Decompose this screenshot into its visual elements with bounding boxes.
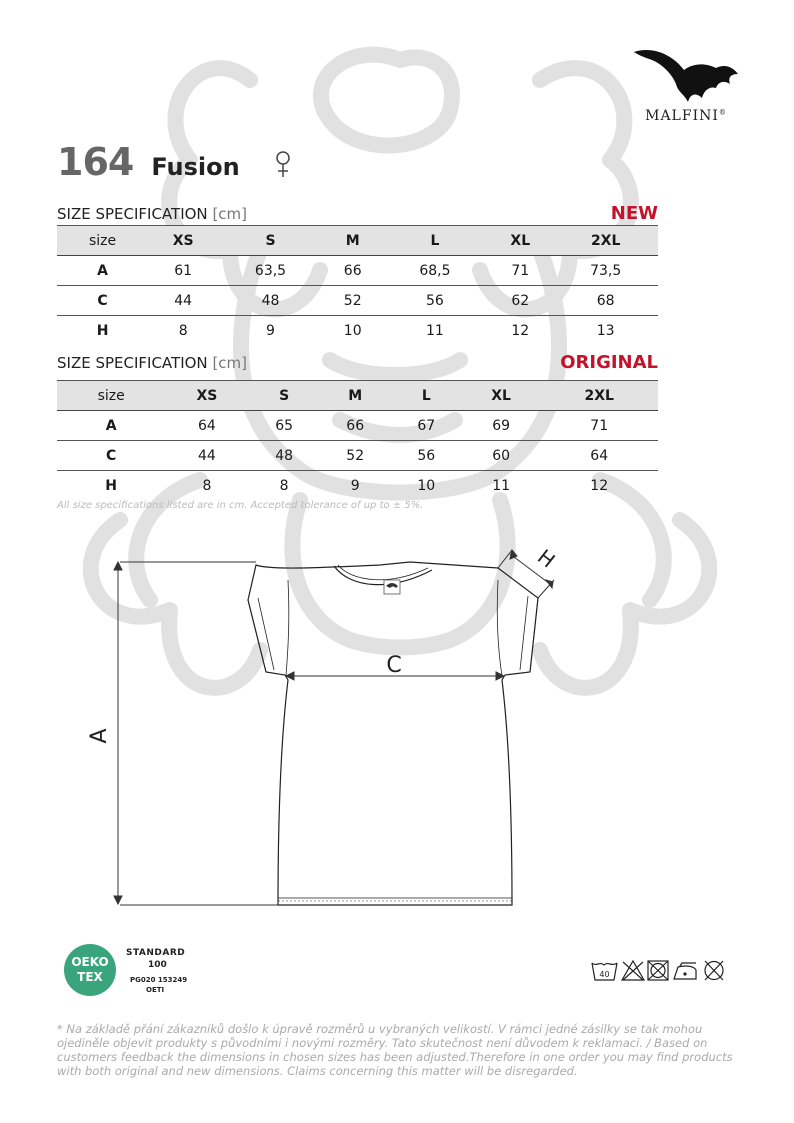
spec-title: SIZE SPECIFICATION [cm] [57,354,248,372]
table-cell: 8 [279,477,289,494]
table-cell: 65 [249,411,320,441]
column-header: XS [148,226,218,256]
no-bleach-icon [622,961,644,980]
product-name: Fusion [151,153,240,181]
table-header-row [57,226,658,256]
tolerance-note: All size specifications listed are in cm. Accepted tolerance of up to ± 5%. [57,500,424,511]
table-row [57,471,658,501]
table-cell: 13 [596,322,615,339]
table-cell: 11 [425,322,444,339]
column-header: L [383,226,488,256]
column-header: size [57,226,148,256]
table-cell: 56 [391,441,462,471]
table-cell: 63,5 [218,256,323,286]
table-cell: 64 [165,411,248,441]
no-tumble-dry-icon [648,961,668,980]
table-cell: 44 [148,286,218,316]
registered-mark: ® [718,108,727,117]
spec-title: SIZE SPECIFICATION [cm] [57,205,248,223]
table-cell: 56 [383,286,488,316]
table-row [57,256,658,286]
column-header: M [320,381,391,411]
table-cell: 10 [417,477,436,494]
table-cell: 67 [391,411,462,441]
column-header: L [391,381,462,411]
column-header: XL [487,226,553,256]
row-label: H [96,322,109,339]
row-label: C [57,286,148,316]
table-cell: 71 [487,256,553,286]
certificate-institute: OETI [146,986,165,994]
column-header: S [218,226,323,256]
row-label: A [57,411,165,441]
eagle-icon [632,44,740,106]
column-header: XL [462,381,541,411]
row-label: A [57,256,148,286]
table-cell: 66 [320,411,391,441]
brand-name: MALFINI [645,108,719,124]
dimension-label-c: C [386,653,402,678]
row-label: C [57,441,165,471]
dimension-label-h: H [532,544,560,573]
no-dry-clean-icon [705,961,723,980]
table-cell: 64 [540,441,658,471]
table-cell: 8 [178,322,188,339]
table-cell: 60 [462,441,541,471]
oeko-line2: TEX [77,970,103,984]
table-cell: 48 [249,441,320,471]
row-label: H [105,477,117,494]
table-cell: 68 [553,286,658,316]
table-cell: 61 [148,256,218,286]
column-header: 2XL [553,226,658,256]
column-header: S [249,381,320,411]
dimension-label-a: A [87,728,112,744]
table-cell: 44 [165,441,248,471]
wash-40-icon [592,963,617,980]
column-header: 2XL [540,381,658,411]
size-table-original [57,380,658,500]
footer-disclaimer: * Na základě přání zákazníků došlo k úpravě rozměrů u vybraných velikostí. V rámci jedné zásilky se tak mohou ojediněle objevit produkty s původními i novými rozměry. Tato skutečnost není důvodem k reklamaci. / Based on customers feedback the dimensions in chosen sizes has been adjusted.Therefore in one order you may find products with both original and new dimensions. Claims concerning this matter will be disregarded. [57,1022,733,1078]
table-cell: 52 [320,441,391,471]
column-header: size [57,381,165,411]
table-cell: 71 [540,411,658,441]
spec-tag-new: NEW [610,203,658,224]
size-table-new [57,225,658,345]
oeko-line1: OEKO [71,955,109,969]
product-code: 164 [57,140,134,184]
iron-low-icon [674,963,696,979]
table-cell: 66 [323,256,383,286]
size-spec-new [57,203,658,345]
table-cell: 69 [462,411,541,441]
care-symbols [590,958,736,984]
table-cell: 62 [487,286,553,316]
table-row [57,411,658,441]
table-cell: 9 [266,322,275,339]
table-cell: 12 [590,477,609,494]
standard-number: 100 [148,960,167,970]
table-cell: 48 [218,286,323,316]
tshirt-diagram [80,540,600,920]
table-cell: 12 [511,322,530,339]
table-row [57,286,658,316]
table-cell: 10 [343,322,362,339]
oeko-tex-badge [64,944,116,996]
table-row [57,316,658,346]
table-row [57,441,658,471]
spec-tag-original: ORIGINAL [560,352,658,373]
table-cell: 73,5 [553,256,658,286]
wash-temperature: 40 [599,970,610,979]
table-cell: 68,5 [383,256,488,286]
female-icon [275,150,291,178]
table-header-row [57,381,658,411]
standard-label: STANDARD [126,948,186,958]
table-cell: 52 [323,286,383,316]
table-cell: 11 [492,477,511,494]
neck-label-icon [384,580,400,594]
column-header: XS [165,381,248,411]
size-spec-original [57,352,658,500]
table-cell: 8 [202,477,212,494]
brand-logo [626,44,746,130]
product-title [57,140,240,188]
certificate-number: PG020 153249 [130,976,188,984]
table-cell: 9 [350,477,360,494]
column-header: M [323,226,383,256]
